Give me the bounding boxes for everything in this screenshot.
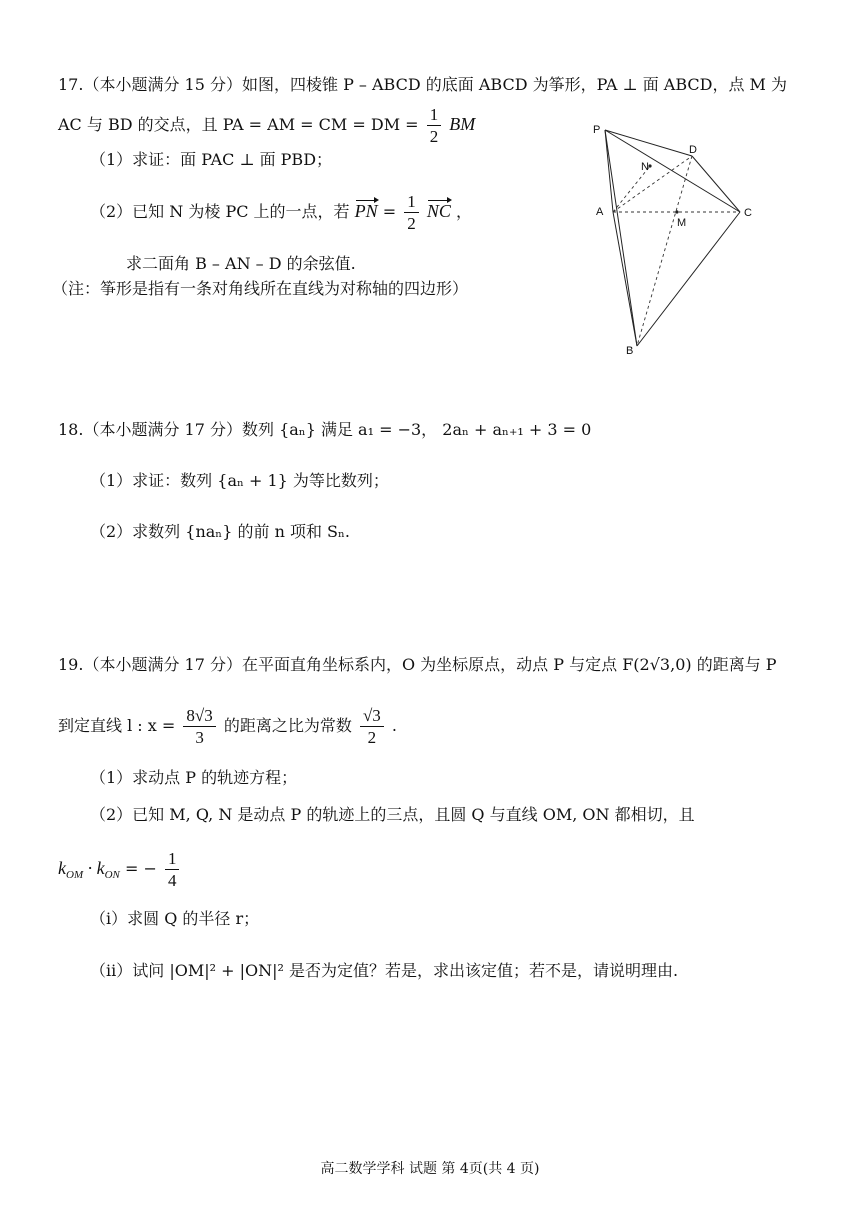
label-d: D bbox=[689, 144, 697, 156]
vector-pn: PN bbox=[354, 201, 378, 221]
edge-pa bbox=[605, 130, 613, 212]
edge-ad-hidden bbox=[613, 156, 692, 212]
q17-fraction-half bbox=[427, 106, 442, 145]
q17-part1: （1）求证：面 PAC ⊥ 面 PBD； bbox=[90, 150, 333, 169]
edge-bc bbox=[637, 212, 740, 346]
slope-eq: = − bbox=[119, 859, 157, 878]
q18-part2: （2）求数列 {naₙ} 的前 n 项和 Sₙ. bbox=[90, 522, 351, 541]
q17-part2-fraction bbox=[404, 193, 419, 232]
q19-sub-ii: （ii）试问 |OM|² + |ON|² 是否为定值？若是，求出该定值；若不是，请说明理由. bbox=[90, 961, 679, 980]
q17-line2 bbox=[58, 106, 475, 145]
q17-line2-bm: BM bbox=[449, 114, 476, 134]
label-c: C bbox=[744, 207, 752, 219]
frac-numerator: 8√3 bbox=[183, 707, 215, 727]
q18-line1: 18.（本小题满分 17 分）数列 {aₙ} 满足 a₁ = −3， 2aₙ + aₙ₊₁ + 3 = 0 bbox=[58, 420, 592, 439]
q17-line2-text: AC 与 BD 的交点，且 PA = AM = CM = DM = bbox=[58, 115, 419, 134]
q17-line1: 17.（本小题满分 15 分）如图，四棱锥 P – ABCD 的底面 ABCD 为筝形，PA ⊥ 面 ABCD，点 M 为 bbox=[58, 75, 788, 94]
frac-denominator: 2 bbox=[429, 127, 439, 146]
slope-k1: k bbox=[58, 858, 66, 878]
label-a: A bbox=[596, 206, 604, 218]
q17-note: （注：筝形是指有一条对角线所在直线为对称轴的四边形） bbox=[52, 279, 469, 298]
q19-part1: （1）求动点 P 的轨迹方程； bbox=[90, 768, 298, 787]
q19-line1: 19.（本小题满分 17 分）在平面直角坐标系内，O 为坐标原点，动点 P 与定点 F(2√3,0) 的距离与 P bbox=[58, 655, 777, 674]
slope-sub-om: OM bbox=[66, 869, 84, 882]
q18-part1: （1）求证：数列 {aₙ + 1} 为等比数列； bbox=[90, 471, 389, 490]
label-n: N bbox=[641, 161, 649, 173]
q17-part2-comma: ， bbox=[455, 202, 472, 221]
frac-denominator: 2 bbox=[367, 728, 377, 747]
frac-numerator: 1 bbox=[404, 193, 419, 213]
q19-line2-text: 到定直线 l : x = bbox=[58, 716, 176, 735]
vector-nc: NC bbox=[426, 201, 451, 221]
q19-fraction-root3-over-2 bbox=[360, 707, 384, 746]
edge-dc bbox=[692, 156, 740, 212]
label-p: P bbox=[593, 124, 601, 136]
q19-fraction-quarter bbox=[165, 850, 180, 889]
edge-ab bbox=[613, 212, 637, 346]
label-m: M bbox=[677, 217, 687, 229]
label-b: B bbox=[626, 345, 634, 357]
q19-line2-period: . bbox=[391, 716, 397, 735]
frac-denominator: 2 bbox=[407, 214, 416, 233]
q17-part2-text: （2）已知 N 为棱 PC 上的一点，若 bbox=[90, 202, 350, 221]
page-footer: 高二数学学科 试题 第 4页(共 4 页) bbox=[320, 1161, 540, 1177]
pyramid-figure bbox=[585, 118, 775, 363]
edge-pc bbox=[605, 130, 740, 212]
frac-numerator: 1 bbox=[165, 850, 180, 870]
q17-part2-eq: = bbox=[382, 202, 397, 221]
q19-line2-text2: 的距离之比为常数 bbox=[223, 716, 352, 735]
edge-pd bbox=[605, 130, 692, 156]
q17-part2 bbox=[90, 193, 472, 232]
q19-part2: （2）已知 M, Q, N 是动点 P 的轨迹上的三点，且圆 Q 与直线 OM, ON 都相切，且 bbox=[90, 805, 695, 824]
q19-sub-i: （i）求圆 Q 的半径 r； bbox=[90, 909, 260, 928]
frac-numerator: √3 bbox=[360, 707, 384, 727]
slope-sub-on: ON bbox=[104, 869, 120, 882]
frac-denominator: 3 bbox=[195, 728, 204, 747]
slope-k2: · k bbox=[83, 858, 105, 878]
diagonal-bd-hidden bbox=[637, 156, 692, 346]
edge-pb bbox=[605, 130, 637, 346]
point-m bbox=[675, 210, 678, 213]
frac-denominator: 4 bbox=[167, 871, 177, 890]
q17-part2-question: 求二面角 B – AN – D 的余弦值. bbox=[126, 254, 356, 273]
q19-fraction-8root3-over-3 bbox=[183, 707, 215, 746]
q19-line2 bbox=[58, 707, 397, 746]
q19-slope-product bbox=[58, 850, 182, 889]
frac-numerator: 1 bbox=[427, 106, 442, 126]
